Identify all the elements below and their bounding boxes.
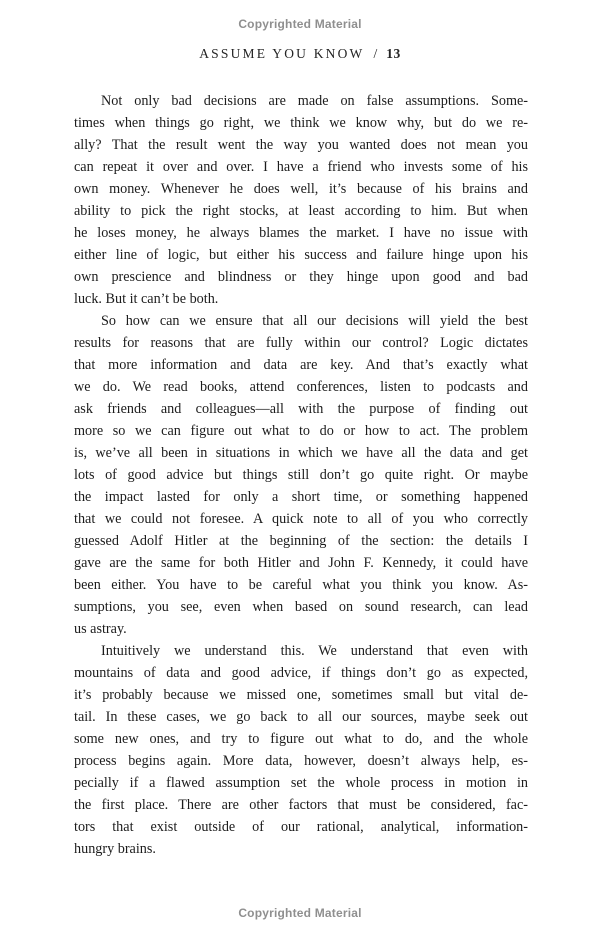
copyright-notice-top: Copyrighted Material [238, 17, 362, 31]
text-line: ask friends and colleagues—all with the purpose of finding out [74, 401, 528, 417]
text-line: So how can we ensure that all our decisions will yield the best [101, 313, 528, 329]
text-line: either line of logic, but either his success and failure hinge upon his [74, 247, 528, 263]
text-line: guessed Adolf Hitler at the beginning of the section: the details I [74, 533, 528, 549]
header-separator: / [373, 46, 378, 61]
chapter-title: ASSUME YOU KNOW [199, 46, 365, 61]
text-line: more so we can figure out what to do or how to act. The problem [74, 423, 528, 439]
text-line: hungry brains. [74, 841, 156, 857]
text-line: ability to pick the right stocks, at least according to him. But when [74, 203, 528, 219]
text-line: that we could not foresee. A quick note to all of you who correctly [74, 511, 528, 527]
text-line: ally? That the result went the way you wanted does not mean you [74, 137, 528, 153]
text-line: tors that exist outside of our rational, analytical, information- [74, 819, 528, 835]
paragraph [74, 310, 528, 640]
text-line: Intuitively we understand this. We understand that even with [101, 643, 528, 659]
text-line: some new ones, and try to figure out what to do, and the whole [74, 731, 528, 747]
text-line: mountains of data and good advice, if things don’t go as expected, [74, 665, 528, 681]
text-line: the first place. There are other factors that must be considered, fac- [74, 797, 528, 813]
paragraph [74, 640, 528, 860]
text-line: the impact lasted for only a short time, or something happened [74, 489, 528, 505]
text-line: luck. But it can’t be both. [74, 291, 219, 307]
text-line: own prescience and blindness or they hinge upon good and bad [74, 269, 528, 285]
text-line: lots of good advice but things still don’t go quite right. Or maybe [74, 467, 528, 483]
page-number: 13 [386, 46, 401, 61]
text-line: been either. You have to be careful what you think you know. As- [74, 577, 528, 593]
text-line: results for reasons that are fully within our control? Logic dictates [74, 335, 528, 351]
paragraph [74, 90, 528, 310]
text-line: gave are the same for both Hitler and John F. Kennedy, it could have [74, 555, 528, 571]
text-line: that more information and data are key. And that’s exactly what [74, 357, 528, 373]
running-header [0, 46, 600, 62]
text-line: can repeat it over and over. I have a friend who invests some of his [74, 159, 528, 175]
text-line: pecially if a flawed assumption set the whole process in motion in [74, 775, 528, 791]
text-line: he loses money, he always blames the market. I have no issue with [74, 225, 528, 241]
copyright-notice-bottom: Copyrighted Material [238, 906, 362, 920]
text-line: times when things go right, we think we know why, but do we re- [74, 115, 528, 131]
text-line: sumptions, you see, even when based on sound research, can lead [74, 599, 528, 615]
text-line: tail. In these cases, we go back to all our sources, maybe seek out [74, 709, 528, 725]
text-line: own money. Whenever he does well, it’s because of his brains and [74, 181, 528, 197]
text-line: us astray. [74, 621, 127, 637]
text-line: is, we’ve all been in situations in which we have all the data and get [74, 445, 528, 461]
text-line: we do. We read books, attend conferences, listen to podcasts and [74, 379, 528, 395]
text-line: process begins again. More data, however, doesn’t always help, es- [74, 753, 528, 769]
text-line: Not only bad decisions are made on false assumptions. Some- [101, 93, 528, 109]
text-line: it’s probably because we missed one, sometimes small but vital de- [74, 687, 528, 703]
body-text [74, 90, 528, 860]
